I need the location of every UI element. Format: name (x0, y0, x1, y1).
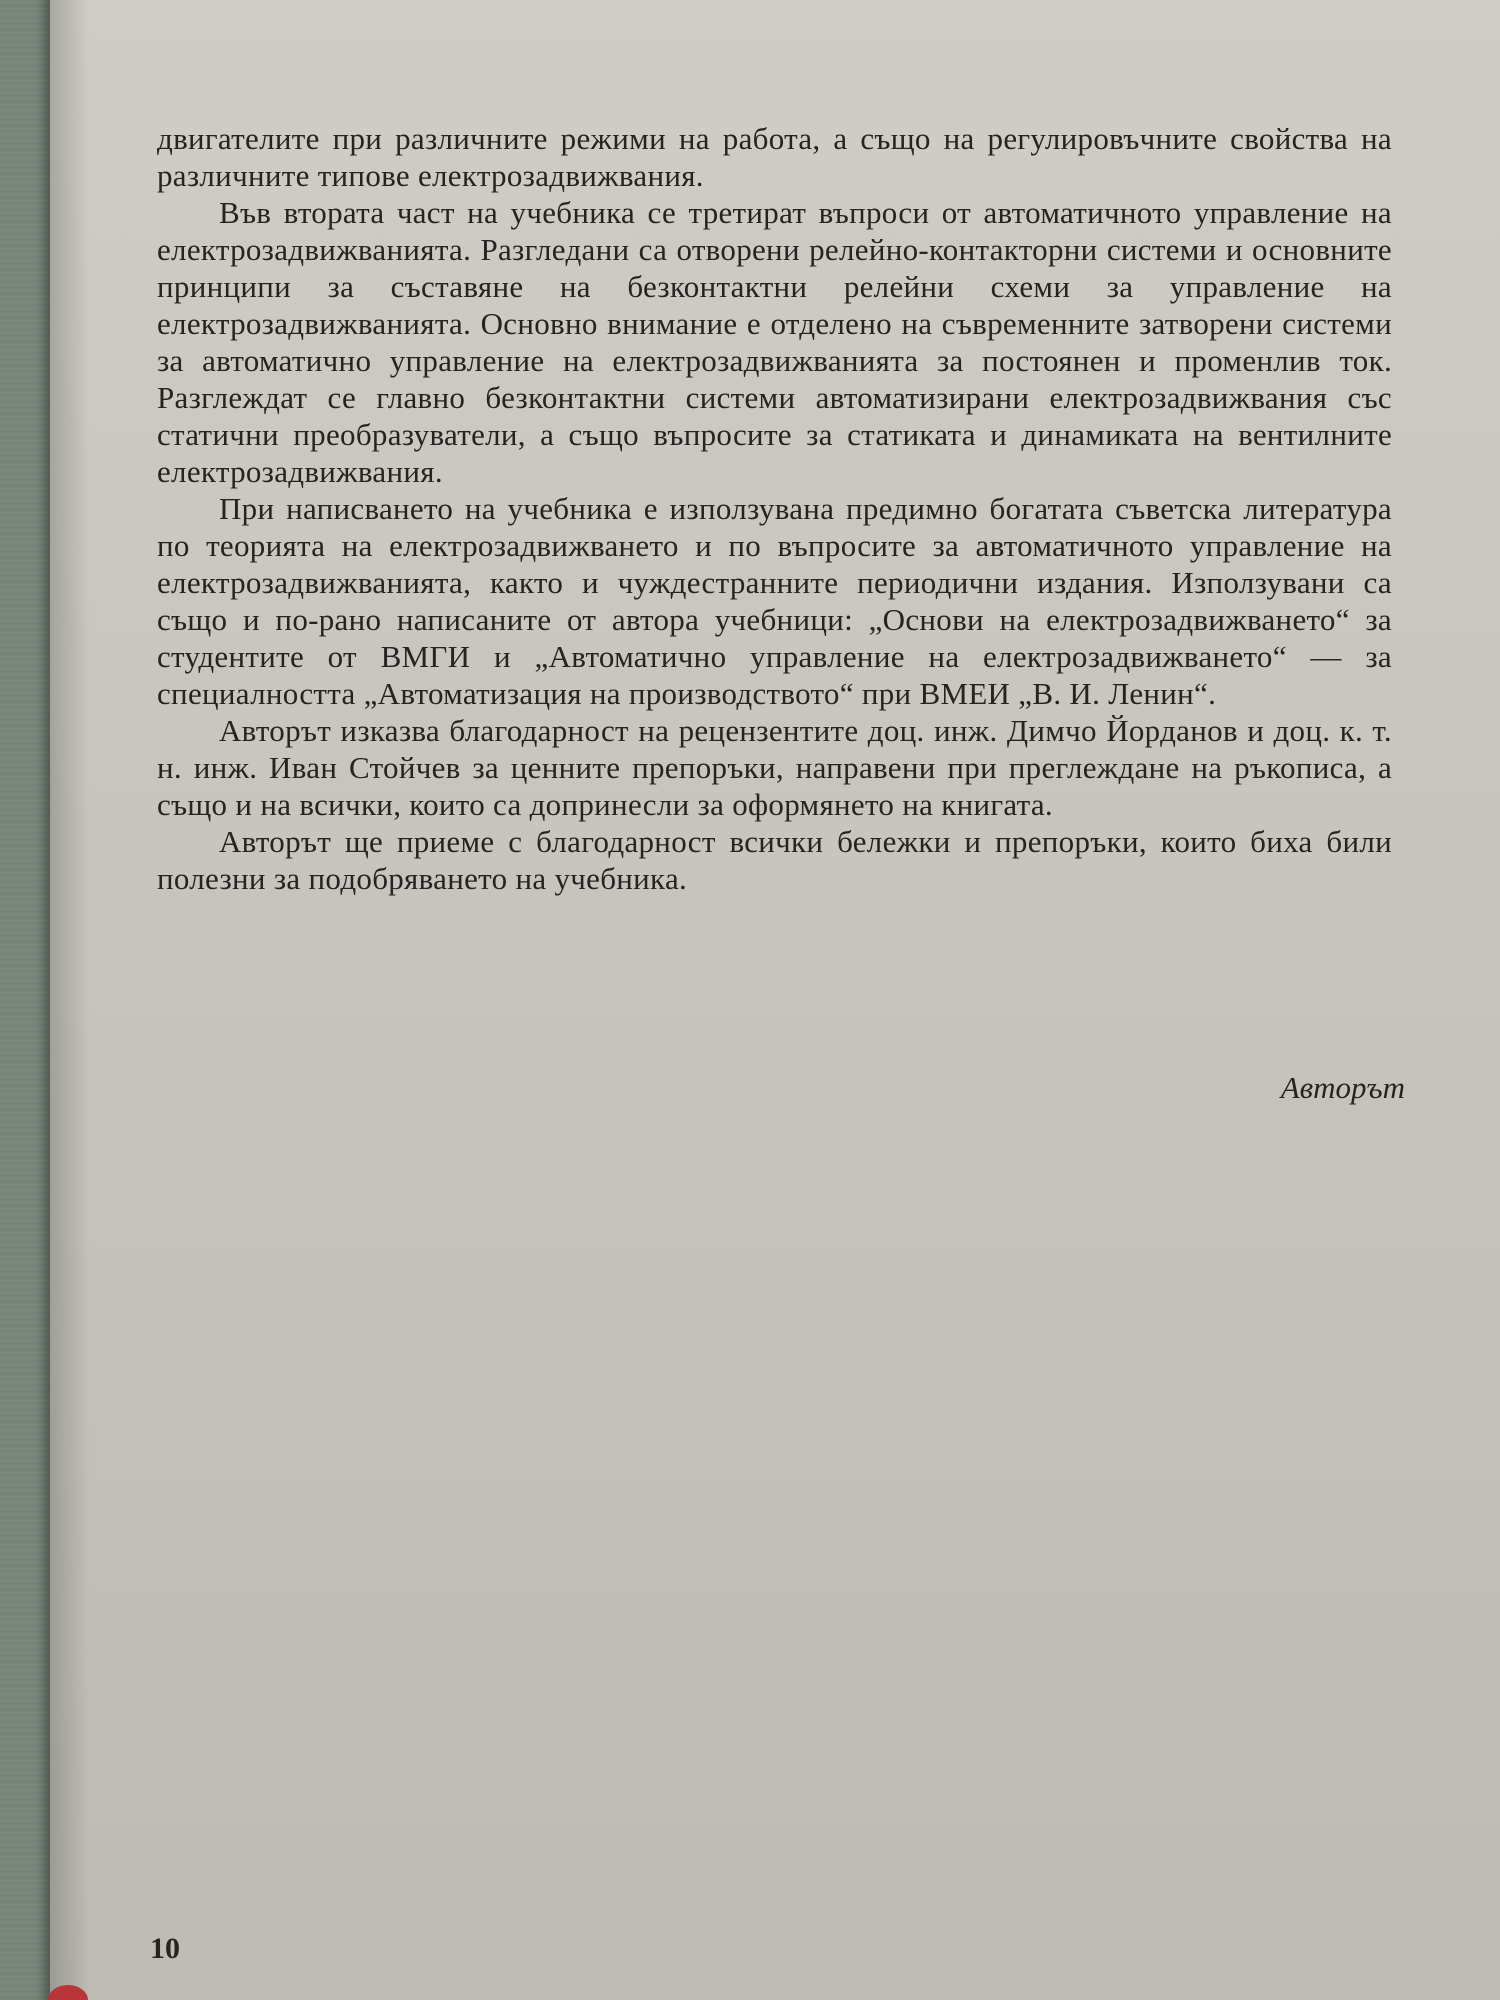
paragraph-2: Във втората част на учебника се третират въпроси от автоматичното управление на електрозадвижванията. Разгледани са отворени релейно-контакторни системи и основните принципи за съставяне на безконтактни релейни схеми за управление на електрозадвижванията. Основно внимание е отделено на съвременните затворени системи за автоматично управление на електрозадвижванията за постоянен и променлив ток. Разглеждат се главно безконтактни системи автоматизирани електрозадвижвания със статични преобразуватели, а също въпросите за статиката и динамиката на вентилните електрозадвижвания. (157, 195, 1392, 489)
paragraph-1: двигателите при различните режими на работа, а също на регулировъчните свойства на различните типове електрозадвижвания. (157, 121, 1392, 193)
author-signature: Авторът (1280, 1070, 1405, 1105)
body-text (157, 120, 1392, 897)
page-number: 10 (150, 1932, 180, 1965)
paragraph-5: Авторът ще приеме с благодарност всички бележки и препоръки, които биха били полезни за подобряването на учебника. (157, 824, 1392, 896)
paragraph-4: Авторът изказва благодарност на рецензентите доц. инж. Димчо Йорданов и доц. к. т. н. инж. Иван Стойчев за ценните препоръки, направени при преглеждане на ръкописа, а също и на всички, които са допринесли за оформянето на книгата. (157, 713, 1392, 822)
book-page (50, 0, 1500, 2000)
book-cover-edge (0, 0, 52, 2000)
paragraph-3: При написването на учебника е използувана предимно богатата съветска литература по теорията на електрозадвижването и по въпросите за автоматичното управление на електрозадвижванията, както и чуждестранните периодични издания. Използувани са също и по-рано написаните от автора учебници: „Основи на електрозадвижването“ за студентите от ВМГИ и „Автоматично управление на електрозадвижването“ — за специалността „Автоматизация на производството“ при ВМЕИ „В. И. Ленин“. (157, 491, 1392, 711)
